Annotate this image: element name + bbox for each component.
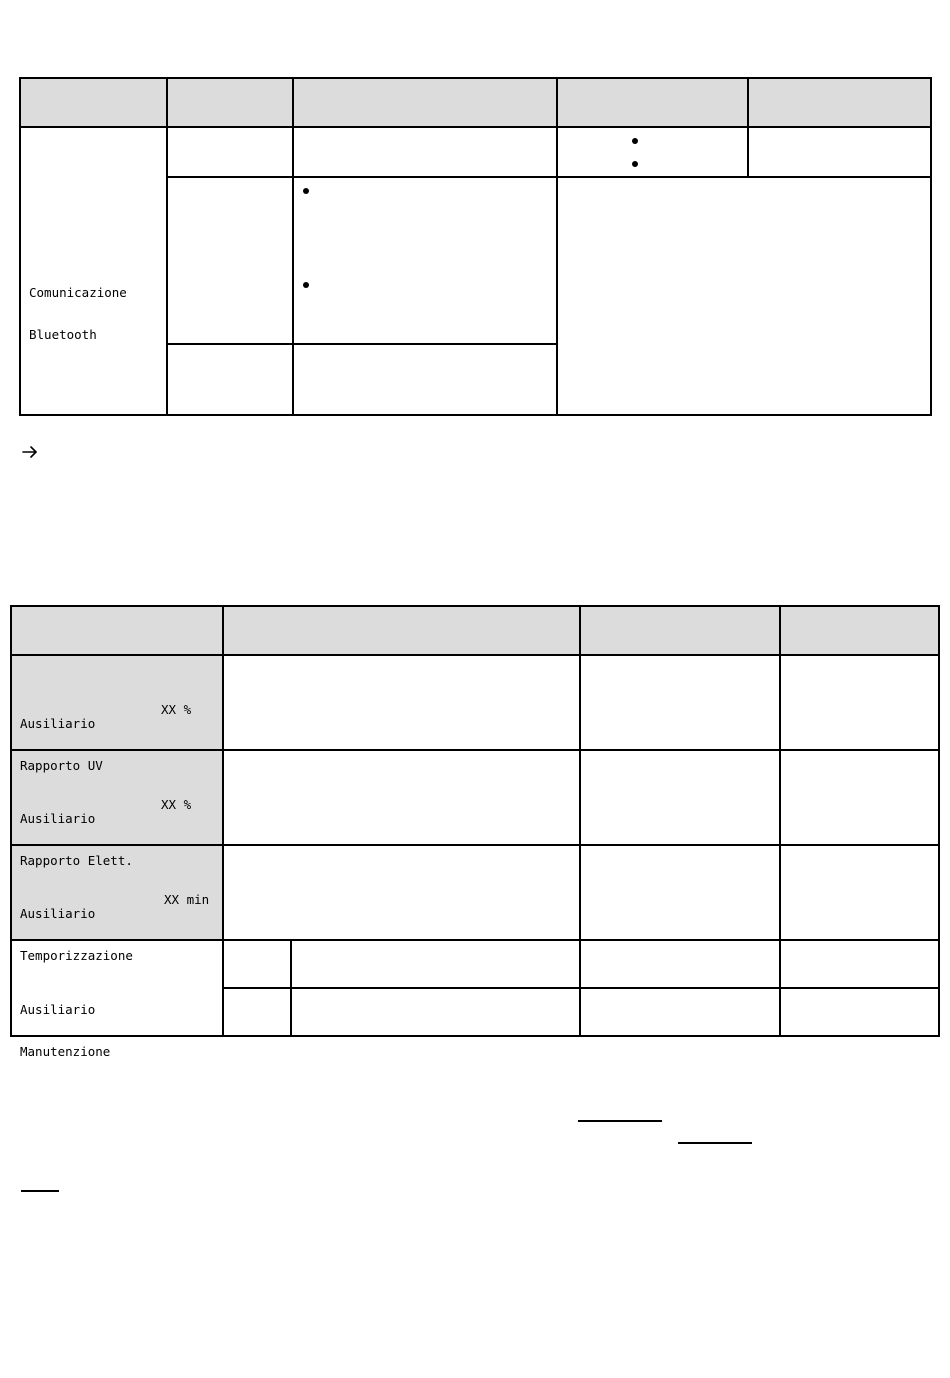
right-arrow-icon: [21, 444, 39, 460]
table1-row-label: [29, 258, 127, 356]
bullet-icon: [632, 138, 638, 144]
underline-mark: [678, 1142, 752, 1144]
aux-row-uv-line2: Rapporto UV: [20, 758, 103, 773]
underline-mark: [21, 1190, 59, 1192]
aux-row-elett-line2: Rapporto Elett.: [20, 853, 133, 868]
aux-row-elett-label: [20, 784, 133, 882]
aux-row-maintenance-line2: Manutenzione: [20, 1044, 111, 1059]
aux-row-timer-label: [20, 879, 133, 977]
bullet-icon: [303, 282, 309, 288]
aux-row-timer-value: XX min: [164, 892, 210, 907]
aux-row-timer-line2: Temporizzazione: [20, 948, 133, 963]
table1-row-label-line1: Comunicazione: [29, 285, 127, 300]
aux-row-uv-label: [20, 689, 103, 787]
aux-row-maintenance-label: [20, 975, 110, 1073]
aux-row-elett-line1: Ausiliario: [20, 811, 96, 826]
auxiliary-table-grid: [0, 595, 950, 1045]
underline-mark: [578, 1120, 662, 1122]
aux-row-timer-line1: Ausiliario: [20, 906, 96, 921]
bullet-icon: [632, 161, 638, 167]
aux-row-elett-value: XX %: [161, 797, 192, 812]
aux-row-maintenance-line1: Ausiliario: [20, 1002, 96, 1017]
aux-row-uv-line1: Ausiliario: [20, 716, 96, 731]
table1-row-label-line2: Bluetooth: [29, 327, 97, 342]
bluetooth-table-grid: [0, 0, 950, 430]
aux-row-uv-value: XX %: [161, 702, 192, 717]
bullet-icon: [303, 188, 309, 194]
